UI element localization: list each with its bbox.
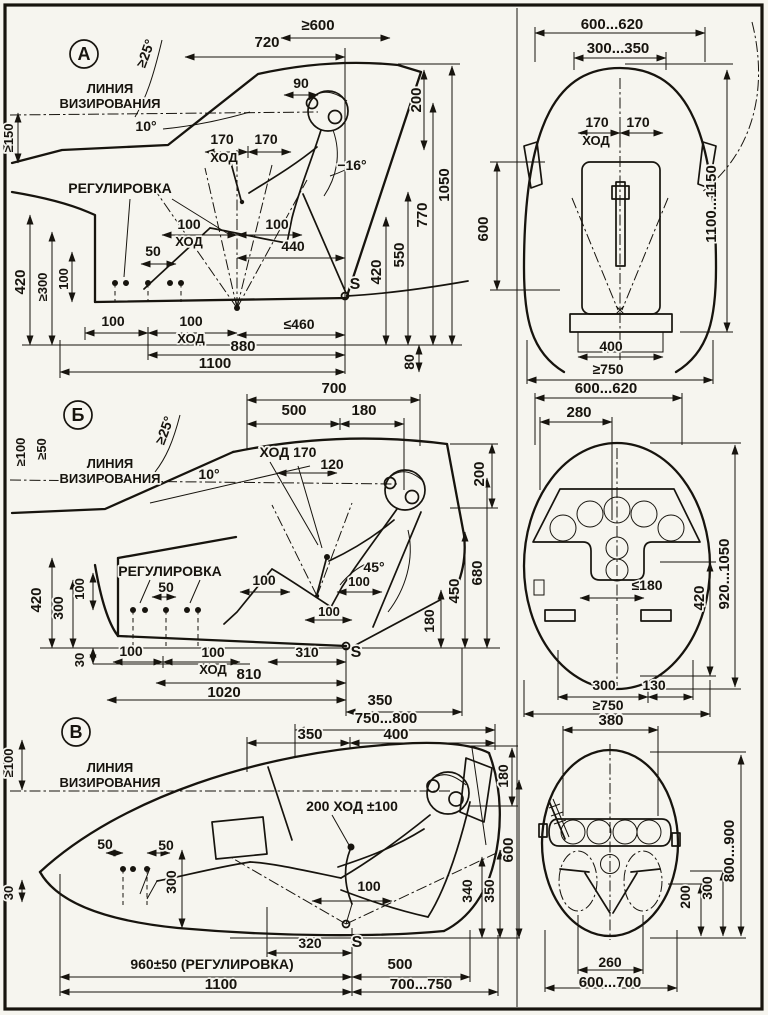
pilot-figure [144,91,348,289]
pilot-figure [224,470,425,624]
adjustment-label: РЕГУЛИРОВКА [118,563,222,579]
dim-label: 100 [348,574,370,589]
sight-line-label: ЛИНИЯ [86,81,134,96]
dim-label: 50 [145,243,161,259]
headset-icon [406,491,419,504]
dim-label: 770 [414,202,431,228]
dim-label: 50 [158,579,174,595]
section-b-labels [13,380,488,709]
seat-reference-label: S [351,934,363,951]
dim-label: 420 [28,587,45,613]
section-badge: Б [71,405,85,425]
dim-label: ≥750 [592,361,624,377]
dim-label: 310 [295,644,319,660]
dim-label: 880 [230,338,256,355]
dim-label: 680 [469,560,486,586]
dim-label: 100 [101,313,125,329]
section-a-labels [1,17,453,372]
dim-label: ≤180 [631,577,663,593]
windshield-edge [268,767,292,840]
dim-label: 50 [97,836,113,852]
dim-label: 420 [368,259,385,285]
section-badge: А [77,44,91,64]
dim-label: 100 [177,216,201,232]
dim-label: 45° [363,559,385,575]
dim-label: ≥750 [592,697,624,713]
dim-label: ≥100 [13,437,28,467]
dim-label: 750...800 [354,710,418,727]
dim-label: 700 [321,380,347,397]
adjustment-label: РЕГУЛИРОВКА [68,180,172,196]
dim-label: 100 [318,604,340,619]
dim-label: 170 [585,114,609,130]
dim-label: 200 [471,461,488,487]
dim-label: ХОД [199,662,227,677]
seat-adjustment-holes [120,866,150,905]
dim-label: 810 [236,666,262,683]
dim-label: 50 [158,837,174,853]
dim-label: 180 [495,764,511,788]
dim-label: 170 [210,131,234,147]
dim-label: 320 [298,935,322,951]
dim-label: 800...900 [721,819,738,883]
dim-label: 920...1050 [716,538,733,610]
dim-label: 600...620 [574,380,638,397]
dim-label: 130 [642,677,666,693]
dim-label: 170 [254,131,278,147]
seat-back-line [303,194,346,293]
dim-label: 400 [383,726,409,743]
dim-label: 100 [72,578,87,600]
instrument-panel-slab [212,817,267,859]
seat-back-panel [582,162,660,314]
dim-label: 180 [351,402,377,419]
dim-label: ХОД [582,133,610,148]
dim-label: 100 [252,572,276,588]
dim-label: ≥25° [132,36,158,70]
dim-label: 100 [201,644,225,660]
control-stick [346,844,355,925]
sight-line-label: ЛИНИЯ [86,456,134,471]
dim-label: ≥300 [35,272,50,302]
section-v-labels [1,710,517,993]
dim-label: ХОД [177,331,205,346]
dim-label: 500 [387,956,413,973]
dim-label: 1100...1150 [703,165,720,243]
leader-lines [332,815,349,845]
dimension-lines [524,393,741,717]
dim-label: 280 [566,404,592,421]
side-console [641,610,671,621]
dim-label: 1050 [436,168,453,202]
seat-reference-label: S [349,276,361,293]
dim-label: 200 [408,87,425,113]
dim-label: 600 [475,216,492,242]
dim-label: 350 [297,726,323,743]
dim-label: ХОД [175,234,203,249]
dim-label: ≥600 [301,17,335,34]
dim-label: 10° [135,118,157,134]
dim-label: 380 [598,712,624,729]
dim-label: 600...700 [578,974,642,991]
side-console [545,610,575,621]
dim-label: ≥50 [34,438,49,460]
dim-label: ≤460 [283,316,315,332]
pilot-figure [140,758,492,917]
dim-label: 450 [446,578,463,604]
dim-label: 200 [677,885,693,909]
dim-label: 550 [391,242,408,268]
leader-lines [270,462,322,548]
dim-label: 100 [265,216,289,232]
dim-label: 500 [281,402,307,419]
section-a-side-view [10,38,468,378]
dim-label: 420 [12,269,29,295]
headrest [460,758,492,822]
headset-icon [329,111,342,124]
dim-label: 300 [163,870,179,894]
border-frame [5,5,762,1009]
dim-label: 30 [72,652,87,668]
dim-label: 200 ХОД ±100 [306,798,398,814]
dim-label: 600...620 [580,16,644,33]
dim-label: 1020 [207,684,241,701]
dim-label: 350 [367,692,393,709]
seat-adjustment-holes [112,280,184,302]
dim-label: 700...750 [389,976,453,993]
dim-label: 100 [179,313,203,329]
dim-label: 440 [281,238,305,254]
dim-label: 10° [198,466,220,482]
dim-label: 300 [50,596,66,620]
section-badge: В [69,722,83,742]
dim-label: ≥25° [151,413,177,447]
dim-label: 1100 [198,355,232,372]
sight-line-label: ЛИНИЯ [86,760,134,775]
dim-label: 120 [320,456,344,472]
dim-label: 90 [293,75,309,91]
dim-label: 400 [599,338,623,354]
sight-line [10,112,318,115]
dim-label: 300 [592,677,616,693]
adjustment-label: 960±50 (РЕГУЛИРОВКА) [130,956,294,972]
dim-label: 300...350 [586,40,650,57]
control-stick [315,554,330,598]
sight-line-label: ВИЗИРОВАНИЯ [59,96,161,111]
dim-label: ХОД [210,150,238,165]
dim-label: 260 [598,954,622,970]
dim-label: 170 [626,114,650,130]
dim-label: ХОД 170 [259,444,317,460]
dim-label: 350 [481,879,497,903]
dim-label: 1100 [204,976,238,993]
stick-travel-lines [272,503,352,596]
dim-label: 340 [459,879,475,903]
dim-label: ≥150 [1,123,16,153]
dim-label: 100 [56,268,71,290]
dimension-lines [545,726,746,992]
dim-label: 180 [421,609,437,633]
dim-label: 300 [699,876,715,900]
section-b-cross-section [524,393,741,717]
sight-line-label: ВИЗИРОВАНИЯ [59,775,161,790]
dim-label: 100 [357,878,381,894]
dim-label: 420 [691,585,708,611]
seat-reference-label: S [350,644,362,661]
dim-label: 100 [119,643,143,659]
dim-label: −16° [337,157,367,173]
section-v-cross-section [539,726,746,992]
dim-label: 80 [401,354,417,370]
dim-label: 600 [500,837,517,863]
dim-label: 720 [254,34,280,51]
dim-label: ≥100 [1,748,16,778]
sight-line-label: ВИЗИРОВАНИЯ [59,471,161,486]
dim-label: 30 [1,885,16,901]
